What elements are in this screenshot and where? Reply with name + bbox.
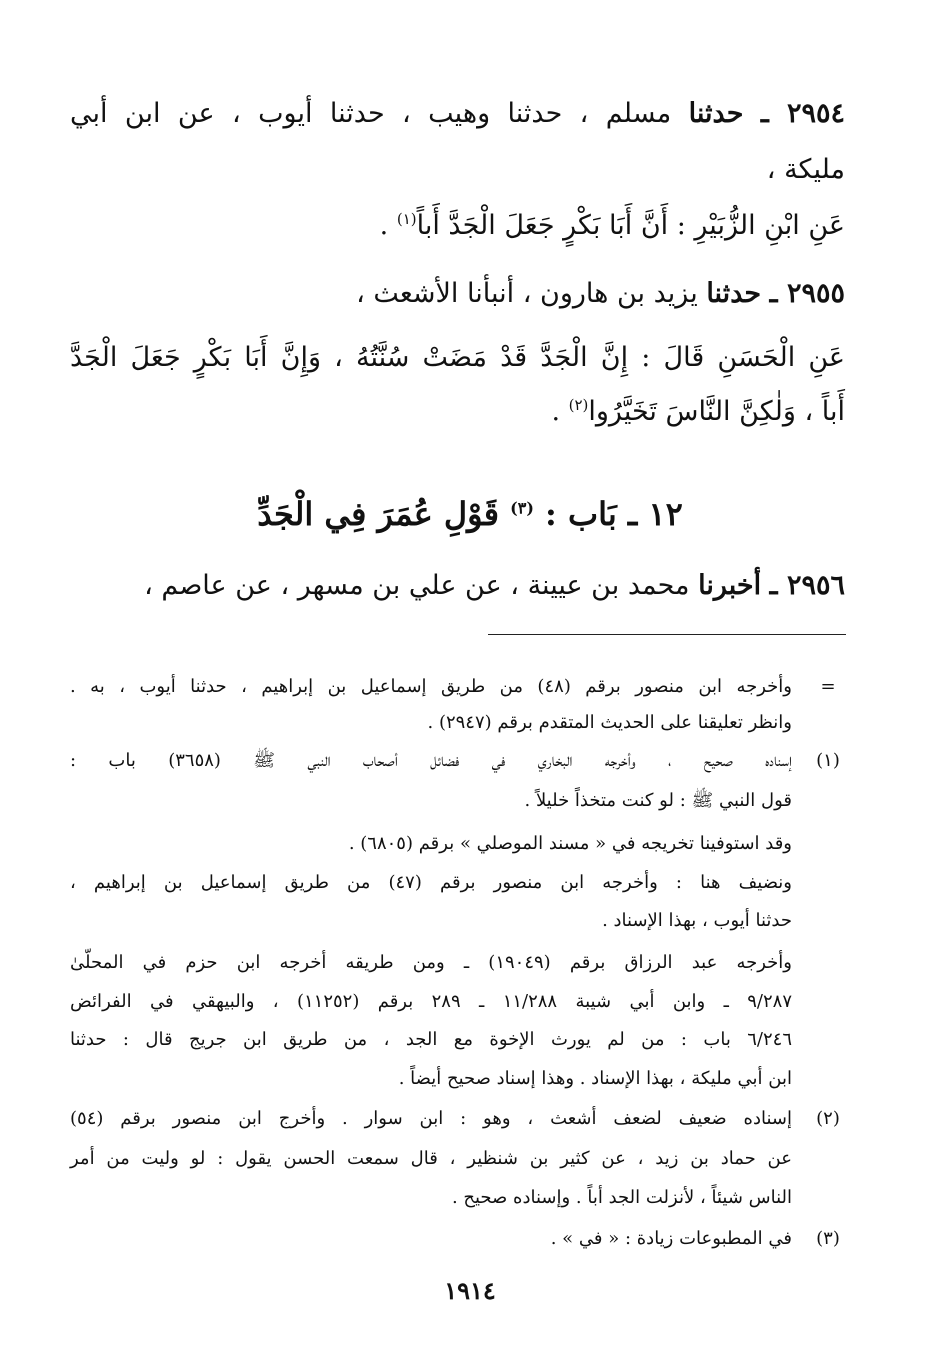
footnote-ref: (١) [396, 210, 417, 228]
hadith-number: ٢٩٥٤ ـ [760, 98, 845, 129]
footnote-1-line-8: ٦/٢٤٦ باب : من لم يورث الإخوة مع الجد ، من طريق ابن جريج قال : حدثنا [70, 1029, 792, 1050]
matn-end: . [379, 210, 397, 241]
isnad-lead-word: حدثنا [706, 278, 762, 309]
hadith-2955-matn-line-1: عَنِ الْحَسَنِ قَالَ : إِنَّ الْجَدَّ قَدْ مَضَتْ سُنَّتُهُ ، وَإِنَّ أَبَا بَكْرٍ جَعَلَ الْجَدَّ [70, 342, 845, 373]
chapter-prefix: ١٢ ـ بَاب : [545, 495, 683, 533]
matn-end: . [551, 396, 569, 427]
footnote-1-marker: (١) [816, 750, 840, 771]
hadith-number: ٢٩٥٦ ـ [769, 570, 845, 601]
footnote-continuation-line-1: وأخرجه ابن منصور برقم (٤٨) من طريق إسماعيل بن إبراهيم ، حدثنا أيوب ، به . [70, 676, 792, 697]
footnote-2-line-3: الناس شيئاً ، لأنزلت الجد أباً . وإسناده صحيح . [451, 1187, 792, 1208]
footnote-continuation-line-2: وانظر تعليقنا على الحديث المتقدم برقم (٢٩٤٧) . [427, 712, 792, 733]
footnote-1-line-6: وأخرجه عبد الرزاق برقم (١٩٠٤٩) ـ ومن طريقه أخرجه ابن حزم في المحلّىٰ [70, 952, 792, 973]
footnote-continuation-marker: = [820, 676, 836, 697]
footnote-2-marker: (٢) [816, 1108, 840, 1129]
hadith-2954-isnad-line-2: مليكة ، [766, 154, 845, 185]
isnad-text: مسلم ، حدثنا وهيب ، حدثنا أيوب ، عن ابن أبي [70, 98, 689, 129]
matn-text: أَباً ، وَلٰكِنَّ النَّاسَ تَخَيَّرُوا [588, 396, 845, 427]
footnote-1-line-1: إسناده صحيح ، وأخرجه البخاري في فضائل أصحاب النبي ﷺ (٣٦٥٨) باب : [70, 750, 792, 771]
hadith-2956-isnad [70, 572, 845, 599]
footnote-3-marker: (٣) [816, 1228, 840, 1249]
matn-text: عَنِ ابْنِ الزُّبَيْرِ : أَنَّ أَبَا بَكْرٍ جَعَلَ الْجَدَّ أَباً [416, 210, 845, 241]
footnote-2-line-1: إسناده ضعيف لضعف أشعث ، وهو : ابن سوار . وأخرج ابن منصور برقم (٥٤) [70, 1108, 792, 1129]
footnote-3-line-1: في المطبوعات زيادة : « في » . [550, 1228, 792, 1249]
footnote-1-line-9: ابن أبي مليكة ، بهذا الإسناد . وهذا إسناد صحيح أيضاً . [398, 1068, 792, 1089]
footnote-2-line-2: عن حماد بن زيد ، عن كثير بن شنظير ، قال سمعت الحسن يقول : لو وليت من أمر [70, 1148, 792, 1169]
footnote-ref: (٢) [568, 396, 589, 414]
isnad-lead-word: حدثنا [688, 98, 744, 129]
isnad-lead-word: أخبرنا [698, 570, 762, 601]
hadith-number: ٢٩٥٥ ـ [769, 278, 845, 309]
footnote-1-line-7: ٩/٢٨٧ ـ وابن أبي شيبة ١١/٢٨٨ ـ ٢٨٩ برقم (١١٢٥٢) ، والبيهقي في الفرائض [70, 991, 793, 1012]
isnad-text: يزيد بن هارون ، أنبأنا الأشعث ، [356, 278, 707, 309]
footnote-1-line-4: ونضيف هنا : وأخرجه ابن منصور برقم (٤٧) من طريق إسماعيل بن إبراهيم ، [70, 872, 792, 893]
footnote-ref: (٣) [510, 498, 534, 518]
hadith-2954-matn [70, 212, 845, 239]
hadith-2955-isnad [70, 280, 845, 307]
footnote-separator [488, 634, 846, 635]
footnote-1-line-2: قول النبي ﷺ : لو كنت متخذاً خليلاً . [524, 790, 792, 811]
chapter-heading [0, 495, 940, 533]
isnad-text: محمد بن عيينة ، عن علي بن مسهر ، عن عاصم ، [144, 570, 699, 601]
hadith-2955-matn-line-2 [70, 398, 845, 425]
page-number: ١٩١٤ [444, 1276, 496, 1305]
footnote-1-line-5: حدثنا أيوب ، بهذا الإسناد . [602, 910, 792, 931]
chapter-title: قَوْلِ عُمَرَ فِي الْجَدِّ [257, 495, 511, 533]
hadith-2954-isnad-line-1 [70, 100, 845, 127]
footnote-1-line-3: وقد استوفينا تخريجه في « مسند الموصلي » برقم (٦٨٠٥) . [348, 833, 792, 854]
